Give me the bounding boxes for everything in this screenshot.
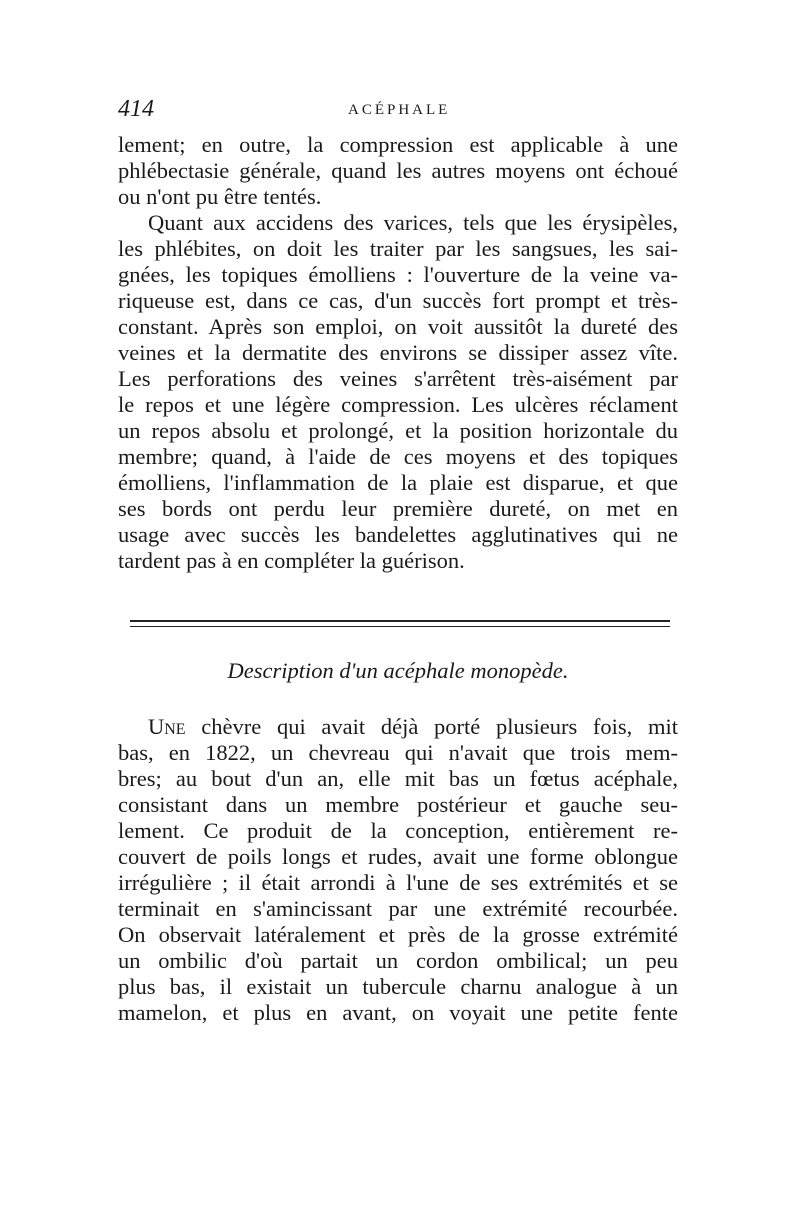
section-divider-top (130, 620, 670, 622)
text-line: lement; en outre, la compression est applicable à une (118, 132, 678, 157)
section-divider-bottom (130, 626, 670, 627)
text-line: mamelon, et plus en avant, on voyait une petite fente (118, 1000, 678, 1025)
text-line: un ombilic d'où partait un cordon ombilical; un peu (118, 948, 678, 973)
page-header (118, 96, 678, 126)
section-heading: Description d'un acéphale monopède. (227, 658, 569, 683)
text-line: Les perforations des veines s'arrêtent très-aisément par (118, 366, 678, 391)
running-title: ACÉPHALE (348, 102, 451, 118)
text-line: phlébectasie générale, quand les autres moyens ont échoué (118, 158, 678, 183)
text-line: plus bas, il existait un tubercule charnu analogue à un (118, 974, 678, 999)
text-line: émolliens, l'inflammation de la plaie est disparue, et que (118, 470, 678, 495)
text-line-first (148, 714, 678, 740)
text-line: consistant dans un membre postérieur et gauche seu- (118, 792, 678, 817)
text-line: Quant aux accidens des varices, tels que les érysipèles, (148, 210, 678, 235)
text-line: les phlébites, on doit les traiter par les sangsues, les sai- (118, 236, 678, 261)
drop-word: Une (148, 714, 186, 739)
page-number: 414 (118, 96, 154, 122)
text-line: veines et la dermatite des environs se dissiper assez vîte. (118, 340, 678, 365)
text-line: usage avec succès les bandelettes agglutinatives qui ne (118, 522, 678, 547)
text-line: ses bords ont perdu leur première dureté, on met en (118, 496, 678, 521)
text-line: irrégulière ; il était arrondi à l'une de ses extrémités et se (118, 870, 678, 895)
text-line: membre; quand, à l'aide de ces moyens et des topiques (118, 444, 678, 469)
text-line: couvert de poils longs et rudes, avait une forme oblongue (118, 844, 678, 869)
text-line: tardent pas à en compléter la guérison. (118, 548, 465, 573)
text-line: gnées, les topiques émolliens : l'ouverture de la veine va- (118, 262, 678, 287)
text-line: ou n'ont pu être tentés. (118, 184, 322, 209)
text-line: un repos absolu et prolongé, et la position horizontale du (118, 418, 678, 443)
first-line-rest: chèvre qui avait déjà porté plusieurs fois, mit (185, 714, 678, 739)
text-line: le repos et une légère compression. Les ulcères réclament (118, 392, 678, 417)
text-line: lement. Ce produit de la conception, entièrement re- (118, 818, 678, 843)
text-line: terminait en s'amincissant par une extrémité recourbée. (118, 896, 678, 921)
text-line: constant. Après son emploi, on voit aussitôt la dureté des (118, 314, 678, 339)
text-line: bres; au bout d'un an, elle mit bas un fœtus acéphale, (118, 766, 678, 791)
text-line: riqueuse est, dans ce cas, d'un succès fort prompt et très- (118, 288, 678, 313)
text-line: On observait latéralement et près de la grosse extrémité (118, 922, 678, 947)
text-line: bas, en 1822, un chevreau qui n'avait que trois mem- (118, 740, 678, 765)
